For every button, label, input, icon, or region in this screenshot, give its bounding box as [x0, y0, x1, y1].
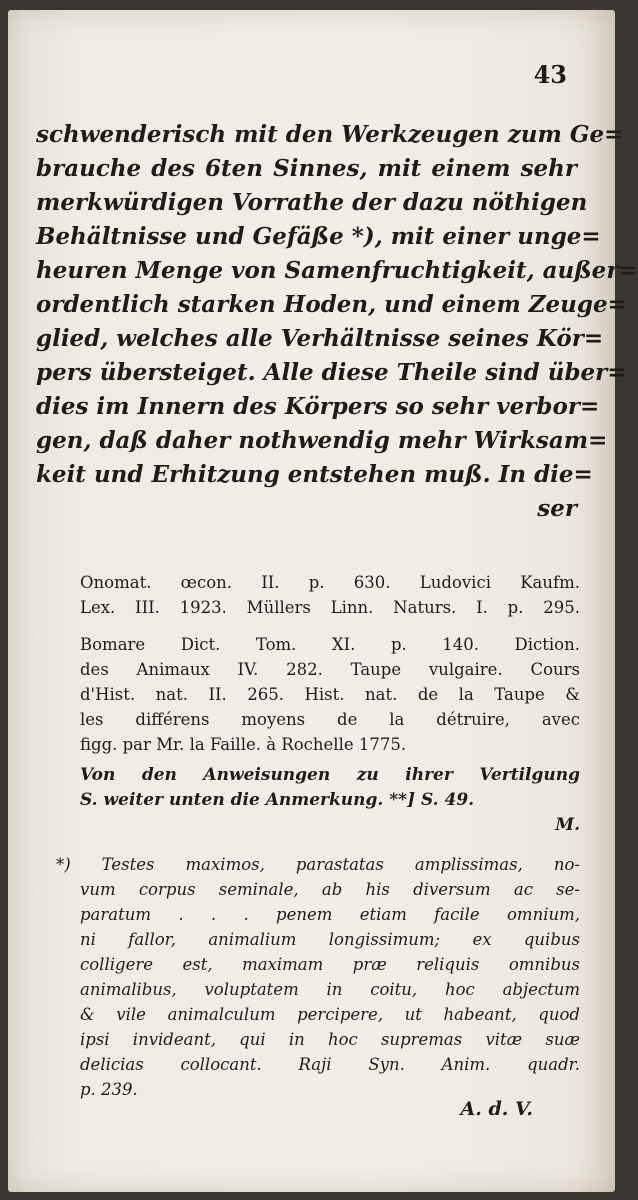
footnote-line: S. weiter unten die Anmerkung. **] S. 49. [80, 790, 475, 810]
catchword: ser [537, 495, 577, 522]
footnote-line: Von den Anweisungen zu ihrer Vertilgung [80, 765, 580, 785]
footnote-line: & vile animalculum percipere, ut habeant, quod [80, 1005, 580, 1024]
footnote-testes [56, 852, 580, 1102]
page-number: 43 [533, 60, 567, 89]
main-text-line: dies im Innern des Körpers so sehr verbor= [36, 393, 600, 420]
footnote-line: p. 239. [80, 1080, 138, 1099]
main-text-line: ordentlich starken Hoden, und einem Zeuge= [36, 291, 627, 318]
footnote-onomat [80, 570, 580, 620]
main-text-line: keit und Erhitzung entstehen muß. In die= [36, 461, 593, 488]
footnote-von [80, 763, 580, 838]
footnote-line: paratum . . . penem etiam facile omnium, [80, 905, 580, 924]
footnote-line: ni fallor, animalium longissimum; ex quibus [80, 930, 580, 949]
main-text-line: pers übersteiget. Alle diese Theile sind über= [36, 359, 627, 386]
main-text-line: brauche des 6ten Sinnes, mit einem sehr [36, 155, 577, 182]
footnote-line: ipsi invideant, qui in hoc supremas vitæ suæ [80, 1030, 580, 1049]
footnote-line: Onomat. œcon. II. p. 630. Ludovici Kaufm. [80, 573, 580, 592]
author-signature: A. d. V. [460, 1098, 533, 1120]
main-text-line: Behältnisse und Gefäße *), mit einer unge= [36, 223, 601, 250]
footnote-line: vum corpus seminale, ab his diversum ac se- [80, 880, 580, 899]
main-text-line: merkwürdigen Vorrathe der dazu nöthigen [36, 189, 588, 216]
footnote-line: *) Testes maximos, parastatas amplissimas, no- [56, 855, 580, 874]
footnote-line: figg. par Mr. la Faille. à Rochelle 1775. [80, 735, 407, 754]
main-text-line: gen, daß daher nothwendig mehr Wirksam= [36, 427, 608, 454]
book-page [8, 10, 638, 1192]
footnote-line: colligere est, maximam præ reliquis omnibus [80, 955, 580, 974]
main-text-line: heuren Menge von Samenfruchtigkeit, außer= [36, 257, 638, 284]
footnote-line: Bomare Dict. Tom. XI. p. 140. Diction. [80, 635, 580, 654]
footnote-line: Lex. III. 1923. Müllers Linn. Naturs. I. p. 295. [80, 598, 580, 617]
footnote-line: animalibus, voluptatem in coitu, hoc abjectum [80, 980, 580, 999]
main-text-line: glied, welches alle Verhältnisse seines Kör= [36, 325, 604, 352]
main-text-line: schwenderisch mit den Werkzeugen zum Ge= [36, 121, 624, 148]
footnote-signature: M. [555, 815, 580, 835]
footnote-bomare [80, 632, 580, 757]
footnote-line: delicias collocant. Raji Syn. Anim. quadr. [80, 1055, 580, 1074]
main-text [36, 118, 638, 526]
footnote-line: des Animaux IV. 282. Taupe vulgaire. Cours [80, 660, 580, 679]
footnote-line: les différens moyens de la détruire, avec [80, 710, 580, 729]
footnote-line: d'Hist. nat. II. 265. Hist. nat. de la Taupe & [80, 685, 580, 704]
